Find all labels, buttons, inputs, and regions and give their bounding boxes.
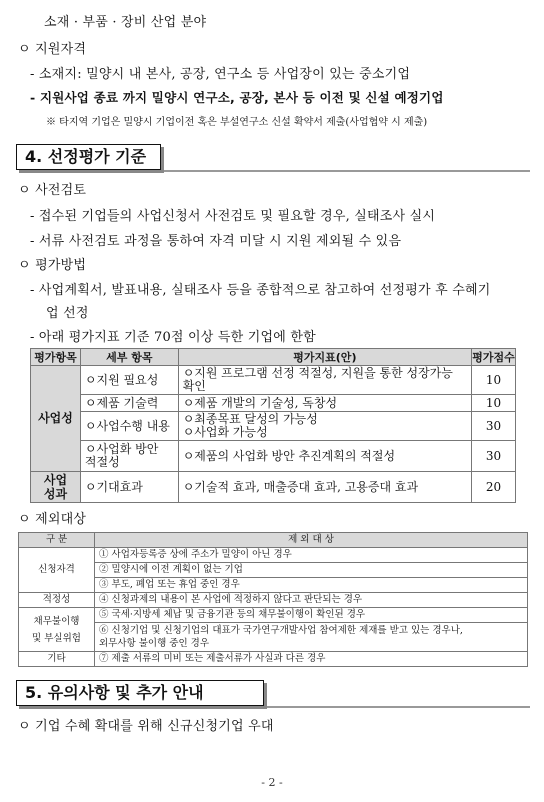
section-4-rule <box>164 170 530 172</box>
eval-subitem: ㅇ기대효과 <box>80 472 178 503</box>
section-5-heading: 5. 유의사항 및 추가 안내 <box>16 680 264 706</box>
excl-item: ⑥ 신청기업 및 신청기업의 대표가 국가연구개발사업 참여제한 제재를 받고 있는 경우나, 외무사항 불이행 중인 경우 <box>95 623 528 652</box>
evaluation-table <box>30 348 516 503</box>
table-row <box>31 395 516 412</box>
excl-item: ① 사업자등록증 상에 주소가 밀양이 아닌 경우 <box>95 548 528 563</box>
eligibility-note: ※ 타지역 기업은 밀양시 기업이전 혹은 부설연구소 신설 확약서 제출(사업협약 시 제출) <box>46 117 428 128</box>
excl-item: ⑤ 국세·지방세 체납 및 금융기관 등의 채무불이행이 확인된 경우 <box>95 608 528 623</box>
method-item-1a: - 사업계획서, 발표내용, 실태조사 등을 종합적으로 참고하여 선정평가 후 수혜기 <box>30 283 491 298</box>
method-title: ㅇ 평가방법 <box>18 258 87 273</box>
eval-subitem: ㅇ지원 필요성 <box>80 366 178 395</box>
pre-review-item-2: - 서류 사전검토 과정을 통하여 자격 미달 시 지원 제외될 수 있음 <box>30 234 402 249</box>
eval-subitem: ㅇ사업화 방안 적절성 <box>80 441 178 472</box>
table-row <box>19 548 528 563</box>
pre-review-item-1: - 접수된 기업들의 사업신청서 사전검토 및 필요할 경우, 실태조사 실시 <box>30 209 436 224</box>
eligibility-item-location: - 소재지: 밀양시 내 본사, 공장, 연구소 등 사업장이 있는 중소기업 <box>30 67 411 82</box>
eval-header-score: 평가점수 <box>472 349 516 366</box>
exclusion-table <box>18 532 528 667</box>
excl-item: ② 밀양시에 이전 계획이 없는 기업 <box>95 563 528 578</box>
table-row <box>31 472 516 503</box>
eval-category-business: 사업성 <box>31 366 81 472</box>
eval-indicator: ㅇ기술적 효과, 매출증대 효과, 고용증대 효과 <box>178 472 471 503</box>
eval-subitem: ㅇ제품 기술력 <box>80 395 178 412</box>
industry-field-line: 소재 · 부품 · 장비 산업 분야 <box>44 15 207 30</box>
eval-subitem: ㅇ사업수행 내용 <box>80 412 178 441</box>
excl-header-category: 구 분 <box>19 533 95 548</box>
table-row <box>19 578 528 593</box>
table-row <box>31 412 516 441</box>
table-row <box>19 623 528 652</box>
table-row <box>31 441 516 472</box>
excl-item: ⑦ 제출 서류의 미비 또는 제출서류가 사실과 다른 경우 <box>95 652 528 667</box>
eligibility-item-relocation: - 지원사업 종료 까지 밀양시 연구소, 공장, 본사 등 이전 및 신설 예정기업 <box>30 90 444 105</box>
eval-header-indicator: 평가지표(안) <box>178 349 471 366</box>
table-row <box>31 366 516 395</box>
eval-score: 30 <box>472 412 516 441</box>
eval-indicator: ㅇ제품의 사업화 방안 추진계획의 적절성 <box>178 441 471 472</box>
eligibility-title: ㅇ 지원자격 <box>18 42 87 57</box>
excl-category-other: 기타 <box>19 652 95 667</box>
eval-header-row <box>31 349 516 366</box>
eval-header-category: 평가항목 <box>31 349 81 366</box>
eval-category-performance: 사업 성과 <box>31 472 81 503</box>
section-5-item-1: ㅇ 기업 수혜 확대를 위해 신규신청기업 우대 <box>18 719 274 734</box>
excl-category-eligibility: 신청자격 <box>19 548 95 593</box>
excl-header-target: 제 외 대 상 <box>95 533 528 548</box>
eval-indicator: ㅇ제품 개발의 기술성, 독창성 <box>178 395 471 412</box>
method-item-2: - 아래 평가지표 기준 70점 이상 득한 기업에 한함 <box>30 330 316 345</box>
exclusion-title: ㅇ 제외대상 <box>18 512 87 527</box>
page-number: - 2 - <box>261 776 283 789</box>
section-4-heading: 4. 선정평가 기준 <box>16 144 161 170</box>
table-row <box>19 608 528 623</box>
section-5-rule <box>267 706 530 708</box>
eval-score: 10 <box>472 395 516 412</box>
table-row <box>19 593 528 608</box>
table-row <box>19 563 528 578</box>
eval-score: 30 <box>472 441 516 472</box>
excl-category-suitability: 적정성 <box>19 593 95 608</box>
excl-header-row <box>19 533 528 548</box>
method-item-1b: 업 선정 <box>46 306 89 321</box>
excl-item: ③ 부도, 폐업 또는 휴업 중인 경우 <box>95 578 528 593</box>
eval-indicator: ㅇ지원 프로그램 선정 적절성, 지원을 통한 성장가능 확인 <box>178 366 471 395</box>
excl-item: ④ 신청과제의 내용이 본 사업에 적정하지 않다고 판단되는 경우 <box>95 593 528 608</box>
excl-category-debt: 채무불이행 및 부실위험 <box>19 608 95 652</box>
table-row <box>19 652 528 667</box>
pre-review-title: ㅇ 사전검토 <box>18 183 87 198</box>
eval-indicator: ㅇ최종목표 달성의 가능성 ㅇ사업화 가능성 <box>178 412 471 441</box>
eval-header-subitem: 세부 항목 <box>80 349 178 366</box>
eval-score: 10 <box>472 366 516 395</box>
eval-score: 20 <box>472 472 516 503</box>
